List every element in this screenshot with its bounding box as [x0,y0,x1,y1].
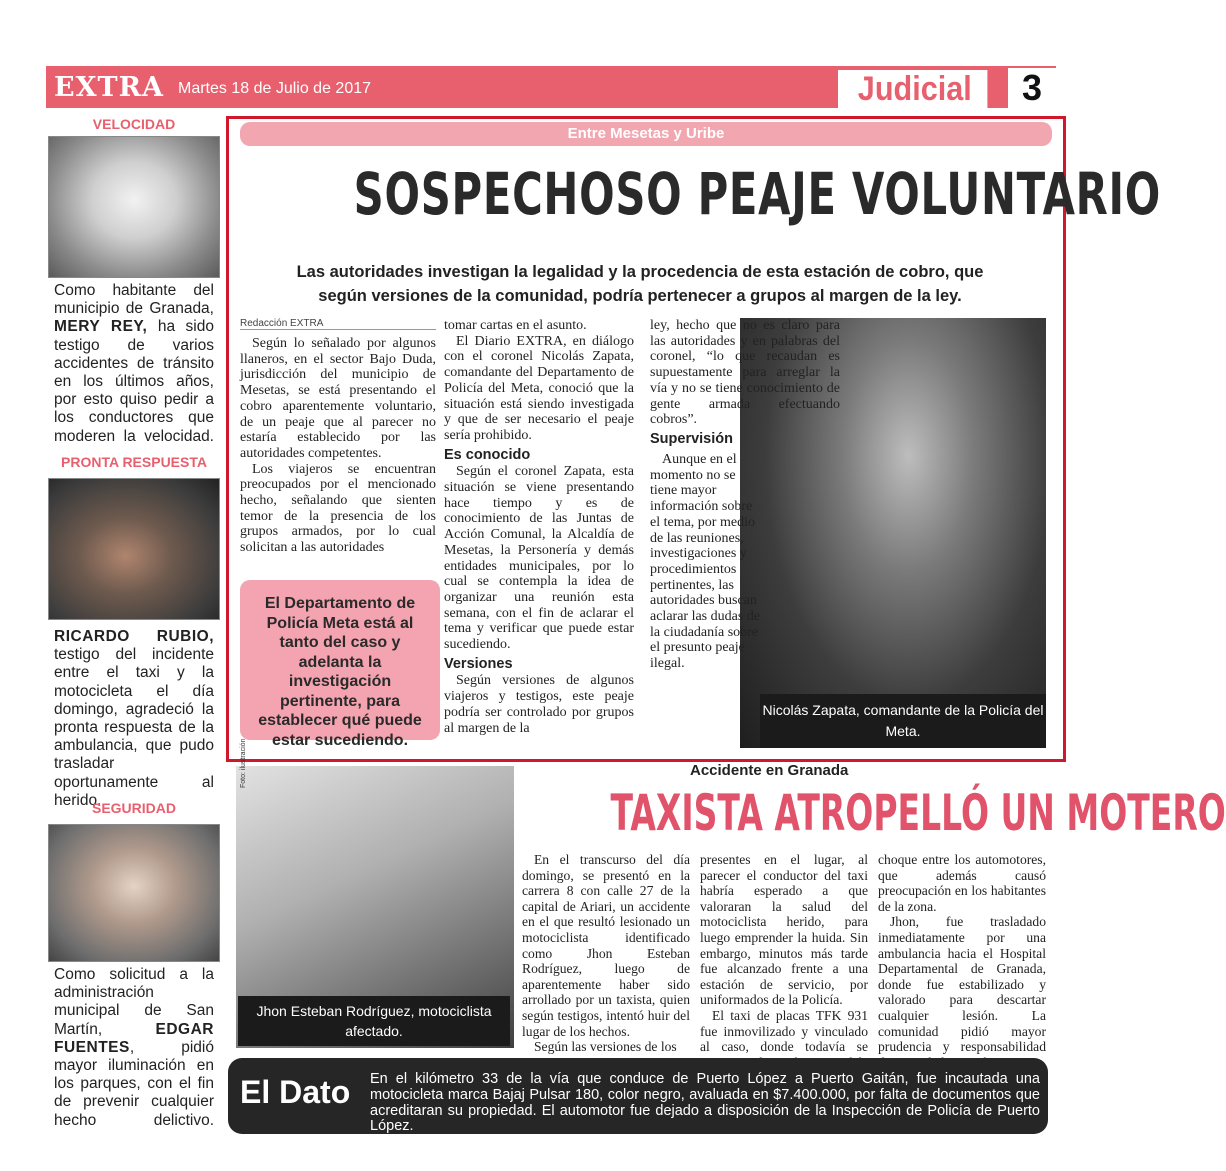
article-paragraph: El taxi de placas TFK 931 fue inmovilizado y vinculado al caso, donde todavía se [700,1007,868,1055]
article-paragraph: ley, hecho que no es claro para las autoridades y en palabras del coronel, “lo que recaudan es supuestamente para arreglar la vía y no se tiene conocimiento de gente armada efectuando cobros”. [650,318,840,428]
sidebar-person-name: RICARDO RUBIO, [54,628,214,645]
sidebar-text-velocidad [54,282,214,446]
article-paragraph: Según las versiones de los [534,1039,677,1055]
main-article-headline: SOSPECHOSO PEAJE VOLUNTARIO [353,160,1162,228]
el-dato-title: El Dato [240,1074,351,1110]
photo-credit: Foto: ilustración [240,738,247,788]
sidebar-photo-mery-rey [48,136,220,278]
article-paragraph: Aunque en el momento no se tiene mayor información sobre el tema, por medio de las reuniones, investigaciones y procedimientos pertinentes, las autoridades buscan aclarar las dudas de la ciudadanía sobre el presunto peaje ilegal. [650,452,760,672]
sidebar-text-seguridad [54,966,214,1130]
article-paragraph: choque entre los automotores, que además causó preocupación en los habitantes de la zona. [878,852,1046,914]
sidebar-text-part: testigo del incidente entre el taxi y la motocicleta el día domingo, agradeció la pronta respuesta de la ambulancia, que pudo trasladar oportunamente al herido. [54,646,214,809]
main-article-column-2 [444,318,634,736]
sidebar-text-part: , pidió mayor iluminación en los parques, con el fin de prevenir cualquier hecho delictivo. [54,1038,214,1129]
article-paragraph: Según el coronel Zapata, esta situación se viene presentando hace tiempo y es de conocimiento de las Juntas de Acción Comunal, la Alcaldía de Mesetas, la Personería y demás entidades municipales, por lo cual se contempla la idea de organizar una reunión esta semana, con el fin de aclarar el tema y verificar que puede estar sucediendo. [444,464,634,653]
sidebar-person-name: MERY REY, [54,318,148,336]
article-paragraph: En el transcurso del día domingo, se presentó en la carrera 8 con calle 27 de la capital de Ariari, un accidente en el que resultó lesionado un motociclista identificado como Jhon Esteban Rodríguez, luego de aparentemente haber sido arrollado por un taxista, quien según testigos, intentó huir del lugar de los hechos. [522,852,690,1039]
article-subheading: Supervisión [650,430,733,447]
newspaper-logo: EXTRA [54,72,165,103]
colonel-photo-caption: Nicolás Zapata, comandante de la Policía del Meta. [760,694,1046,748]
article-subheading: Es conocido [444,446,531,463]
sidebar-text-part: ha sido testigo de varios accidentes de tránsito en los últimos años, por esto quiso pedir a los conductores que moderen la velocidad. [54,318,214,445]
sidebar-text-part: Como solicitud a la administración municipal de San Martín, [54,966,214,1038]
sidebar-heading-pronta-respuesta: PRONTA RESPUESTA [61,454,207,470]
second-article-headline: TAXISTA ATROPELLÓ UN MOTERO [610,784,1226,842]
second-article-column-1 [522,852,690,1055]
article-paragraph: Según versiones de algunos viajeros y testigos, este peaje podría ser controlado por grupos al margen de la [444,673,634,736]
second-article-kicker: Accidente en Granada [690,762,849,779]
main-article-column-1 [240,336,436,556]
motorcyclist-photo-caption: Jhon Esteban Rodríguez, motociclista afectado. [238,996,510,1046]
issue-date: Martes 18 de Julio de 2017 [178,80,372,97]
main-article-subhead: Las autoridades investigan la legalidad y la procedencia de esta estación de cobro, que según versiones de la comunidad, podría pertenecer a grupos al margen de la ley. [296,263,984,305]
article-paragraph: Jhon, fue trasladado inmediatamente por una ambulancia hacia el Hospital Departamental de Granada, donde fue estabilizado y valorado para descartar cualquier lesión. La comunidad pidió mayor prudencia y responsabilidad [878,914,1046,1055]
article-subheading: Versiones [444,655,513,672]
sidebar-text-part: Como habitante del municipio de Granada, [54,282,214,318]
el-dato-text: En el kilómetro 33 de la vía que conduce de Puerto López a Puerto Gaitán, fue incautada una motocicleta marca Bajaj Pulsar 180, color negro, avaluada en $7.400.000, por falta de documentos que acreditaran su propiedad. El automotor fue dejado a disposición de la Inspección de Policía de Puerto López. [370,1071,1040,1135]
sidebar-photo-ricardo-rubio [48,478,220,620]
article-paragraph: tomar cartas en el asunto. [444,318,587,333]
article-paragraph: Los viajeros se encuentran preocupados por el mencionado hecho, señalando que sienten temor de la presencia de los grupos armados, por lo cual solicitan a las autoridades [240,461,436,556]
second-article-column-2 [700,852,868,1070]
article-paragraph: El Diario EXTRA, en diálogo con el coronel Nicolás Zapata, comandante del Departamento de Policía del Meta, conoció que la situación está siendo investigada y que de ser necesario el peaje sería prohibido. [444,333,634,443]
main-article-kicker: Entre Mesetas y Uribe [240,122,1052,146]
sidebar-photo-edgar-fuentes [48,824,220,962]
article-paragraph: presentes en el lugar, al parecer el conductor del taxi habría esperado a que valoraran la salud del motociclista herido, para luego emprender la huida. Sin embargo, minutos más tarde fue alcanzado frente a una estación de servicio, por uniformados de la Policía. [700,852,868,1008]
article-paragraph: Según lo señalado por algunos llaneros, en el sector Bajo Duda, jurisdicción del municipio de Mesetas, se está presentando el cobro aparentemente voluntario, de un peaje que al parecer no estaría establecido por las autoridades competentes. [240,336,436,461]
section-title: Judicial [838,70,987,108]
pull-quote: El Departamento de Policía Meta está al tanto del caso y adelanta la investigación pertinente, para establecer qué puede estar sucediendo. [240,580,440,740]
main-article-column-3b [650,452,762,672]
sidebar-person-name: EDGAR FUENTES [54,1020,214,1056]
main-article-column-3a [650,318,840,449]
page-number: 3 [1008,68,1056,108]
sidebar-text-pronta-respuesta [54,628,214,810]
sidebar-heading-velocidad: VELOCIDAD [92,116,176,132]
main-article-byline: Redacción EXTRA [240,318,436,330]
sidebar-heading-seguridad: SEGURIDAD [91,800,176,816]
second-article-column-3 [878,852,1046,1070]
